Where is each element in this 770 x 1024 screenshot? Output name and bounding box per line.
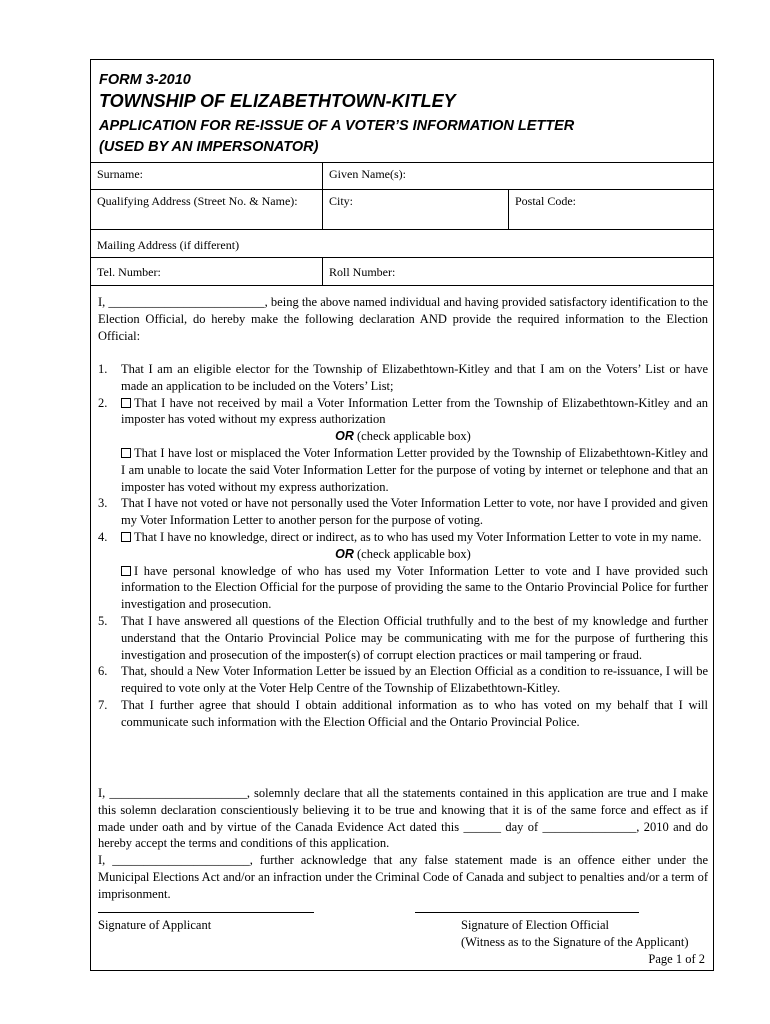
qualifying-address-field[interactable]	[91, 190, 322, 229]
mailing-row	[91, 230, 713, 258]
item-5-text: That I have answered all questions of the Election Official truthfully and to the best of my knowledge and further understand that the Ontario Provincial Police may be communicating with me for the purpose of furthering this investigation and prosecution of the imposter(s) of corrupt election practices or mail tampering or fraud.	[121, 613, 708, 662]
declaration-items	[98, 361, 708, 731]
township-title: TOWNSHIP OF ELIZABETHTOWN-KITLEY	[99, 91, 456, 111]
form-page	[90, 59, 714, 971]
item-4-number: 4.	[98, 529, 108, 544]
city-label: City:	[329, 194, 354, 208]
or-note-2: (check applicable box)	[357, 546, 471, 561]
item-2b-checkbox[interactable]	[121, 448, 131, 458]
applicant-signature-line[interactable]	[98, 912, 314, 913]
form-title-line2: (USED BY AN IMPERSONATOR)	[99, 139, 319, 155]
item-4	[98, 529, 708, 546]
mailing-address-field[interactable]	[91, 230, 713, 257]
item-1	[98, 361, 708, 395]
item-3-number: 3.	[98, 496, 108, 511]
item-4a-checkbox[interactable]	[121, 532, 131, 542]
address-row	[91, 190, 713, 230]
or-separator-1	[98, 428, 708, 445]
postal-code-field[interactable]	[508, 190, 713, 229]
official-signature-label: Signature of Election Official	[461, 918, 609, 932]
or-label-1: OR	[335, 429, 354, 444]
item-3	[98, 495, 708, 529]
item-6	[98, 663, 708, 697]
tel-number-label: Tel. Number:	[97, 265, 161, 279]
form-number: FORM 3-2010	[99, 72, 191, 88]
item-4b-checkbox[interactable]	[121, 566, 131, 576]
witness-note: (Witness as to the Signature of the Applicant)	[461, 935, 689, 949]
form-title-line1: APPLICATION FOR RE-ISSUE OF A VOTER’S INFORMATION LETTER	[99, 118, 575, 134]
or-note-1: (check applicable box)	[357, 429, 471, 444]
form-header	[91, 60, 713, 163]
applicant-signature-label: Signature of Applicant	[98, 918, 212, 932]
item-1-text: That I am an eligible elector for the Township of Elizabethtown-Kitley and that I am on the Voters’ List or have made an application to be included on the Voters’ List;	[121, 362, 708, 393]
item-2a-text: That I have not received by mail a Voter Information Letter from the Township of Elizabethtown-Kitley and an imposter has voted without my express authorization	[121, 395, 708, 427]
item-2b	[98, 445, 708, 495]
declaration-paragraph-1: I, ______________________, solemnly declare that all the statements contained in this application are true and I make this solemn declaration conscientiously believing it to be true and knowing that it is of the same force and effect as if made under oath and by virtue of the Canada Evidence Act dated this ______ day of _______________, 2010 and do hereby accept the terms and conditions of this application.	[98, 786, 708, 851]
postal-code-label: Postal Code:	[515, 194, 577, 208]
item-2-number: 2.	[98, 395, 108, 410]
item-3-text: That I have not voted or have not personally used the Voter Information Letter to vote, nor have I provided and given my Voter Information Letter to another person for the purpose of voting.	[121, 496, 708, 528]
item-4a-text: That I have no knowledge, direct or indirect, as to who has used my Voter Information Letter to vote in my name.	[134, 529, 702, 544]
item-5	[98, 613, 708, 663]
surname-field[interactable]	[91, 163, 322, 189]
item-6-text: That, should a New Voter Information Letter be issued by an Election Official as a condition to re-issuance, I will be required to vote only at the Voter Help Centre of the Township of Elizabethtown-Kitley.	[121, 664, 708, 696]
item-2b-text: That I have lost or misplaced the Voter Information Letter provided by the Township of Elizabethtown-Kitley and I am unable to locate the said Voter Information Letter for the purpose of voting by internet or telephone and that an imposter has voted without my express authorization.	[121, 445, 708, 494]
or-label-2: OR	[335, 546, 354, 561]
tel-number-field[interactable]	[91, 258, 322, 285]
item-6-number: 6.	[98, 664, 108, 679]
given-names-label: Given Name(s):	[329, 167, 406, 181]
mailing-address-label: Mailing Address (if different)	[97, 238, 240, 252]
or-separator-2	[98, 546, 708, 563]
official-signature-line[interactable]	[415, 912, 639, 913]
surname-label: Surname:	[97, 167, 143, 181]
item-7-text: That I further agree that should I obtain additional information as to who has voted on my behalf that I will communicate such information with the Election Official and the Ontario Provincial Police.	[121, 697, 708, 729]
item-1-number: 1.	[98, 362, 108, 376]
roll-number-label: Roll Number:	[329, 265, 396, 279]
name-row	[91, 163, 713, 190]
item-7-number: 7.	[98, 697, 108, 712]
city-field[interactable]	[322, 190, 508, 229]
declaration-paragraph-2: I, ______________________, further acknowledge that any false statement made is an offence either under the Municipal Elections Act and/or an infraction under the Criminal Code of Canada and subject to penalties and/or a term of imprisonment.	[98, 853, 708, 901]
roll-number-field[interactable]	[322, 258, 713, 285]
item-2	[98, 395, 708, 429]
item-2a-checkbox[interactable]	[121, 398, 131, 408]
given-names-field[interactable]	[322, 163, 713, 189]
phone-row	[91, 258, 713, 286]
qualifying-address-label: Qualifying Address (Street No. & Name):	[97, 194, 298, 208]
item-7	[98, 697, 708, 731]
item-4b	[98, 563, 708, 613]
page-number: Page 1 of 2	[648, 952, 705, 966]
item-5-number: 5.	[98, 613, 108, 628]
intro-paragraph: I, _________________________, being the above named individual and having provided satisfactory identification to the Election Official, do hereby make the following declaration AND provide the required information to the Election Official:	[98, 295, 708, 343]
item-4b-text: I have personal knowledge of who has used my Voter Information Letter to vote and I have provided such information to the Election Official for the purpose of providing the same to the Ontario Provincial Police for further investigation and prosecution.	[121, 563, 708, 612]
